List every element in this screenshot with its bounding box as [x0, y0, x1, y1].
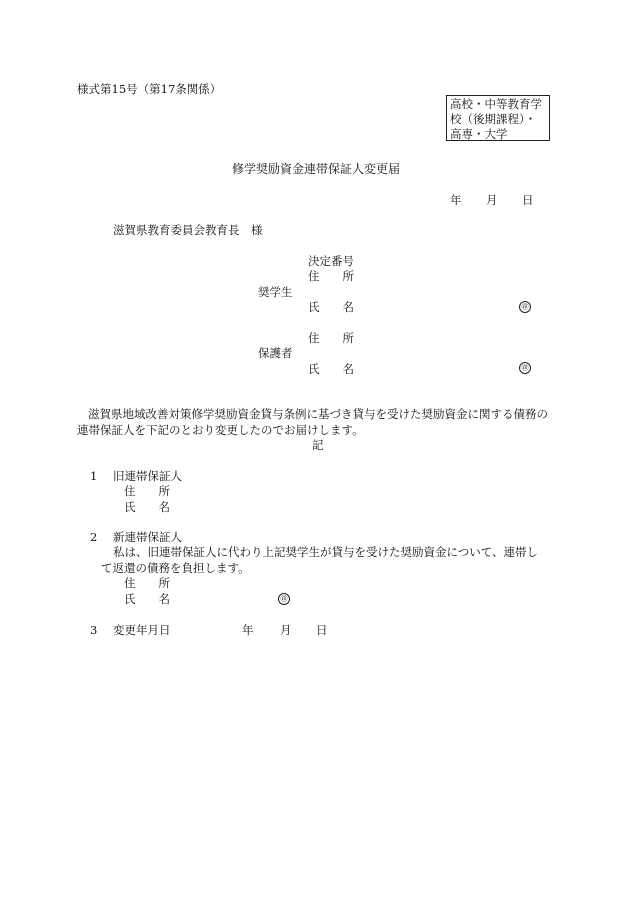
item1-address-label: 住 所 — [124, 484, 170, 498]
form-number: 様式第15号（第17条関係） — [77, 82, 222, 96]
ki-marker: 記 — [312, 438, 324, 452]
document-title: 修学奨励資金連帯保証人変更届 — [232, 162, 401, 176]
item2-number: 2 — [90, 530, 98, 544]
item3-year: 年 — [242, 623, 254, 637]
item2-address-label: 住 所 — [124, 576, 170, 590]
student-name-label: 氏 名 — [308, 300, 354, 314]
item3-month: 月 — [280, 623, 292, 637]
item2-seal-icon: ㊞ — [278, 593, 290, 605]
item1-number: 1 — [90, 469, 98, 483]
item2-text-line2: て返還の債務を負担します。 — [101, 561, 250, 575]
item3-label: 変更年月日 — [113, 623, 171, 637]
item2-label: 新連帯保証人 — [113, 530, 182, 544]
student-seal-icon: ㊞ — [519, 301, 531, 313]
student-address-label: 住 所 — [308, 269, 354, 283]
item2-name-label: 氏 名 — [124, 592, 170, 606]
item3-day: 日 — [316, 623, 328, 637]
guardian-group-label: 保護者 — [258, 346, 293, 360]
item3-number: 3 — [90, 623, 98, 637]
item1-label: 旧連帯保証人 — [113, 469, 182, 483]
decision-number-label: 決定番号 — [308, 254, 354, 268]
notification-paragraph: 滋賀県地域改善対策修学奨励資金貸与条例に基づき貸与を受けた奨励資金に関する債務の連帯保証人を下記のとおり変更したのでお届けします。 — [77, 407, 548, 437]
item2-text-line1: 私は、旧連帯保証人に代わり上記奨学生が貸与を受けた奨励資金について、連帯し — [113, 545, 539, 559]
school-type-box: 高校・中等教育学校（後期課程）・高専・大学 — [446, 95, 550, 141]
guardian-seal-icon: ㊞ — [519, 362, 531, 374]
item1-name-label: 氏 名 — [124, 500, 170, 514]
guardian-name-label: 氏 名 — [308, 362, 354, 376]
date-month: 月 — [486, 193, 498, 207]
date-day: 日 — [522, 193, 534, 207]
guardian-address-label: 住 所 — [308, 331, 354, 345]
recipient: 滋賀県教育委員会教育長 様 — [113, 223, 263, 237]
student-group-label: 奨学生 — [258, 285, 293, 299]
date-year: 年 — [450, 193, 462, 207]
